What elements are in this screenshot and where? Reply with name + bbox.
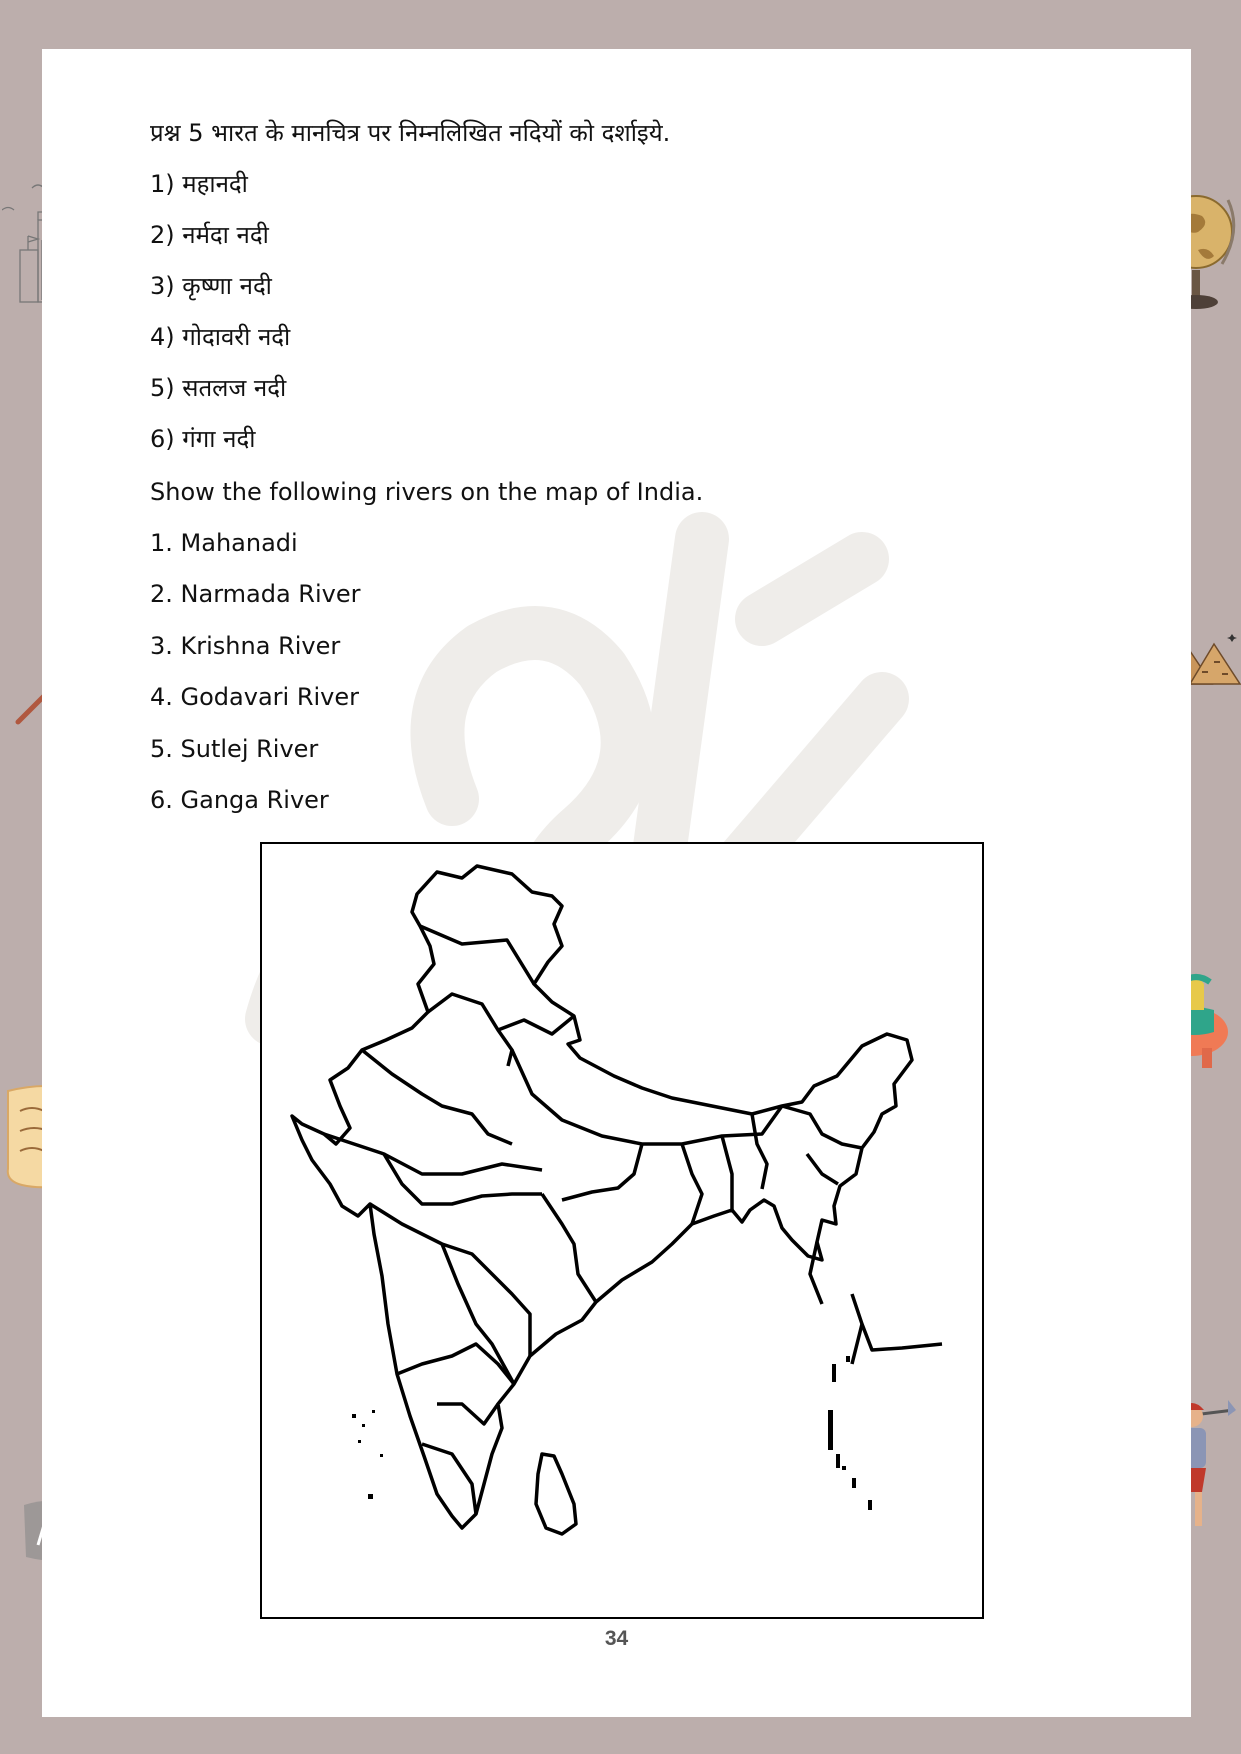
page-number: 34 <box>604 1627 629 1650</box>
river-hi-4: 4) गोदावरी नदी <box>150 323 291 351</box>
question-english: Show the following rivers on the map of India. <box>150 478 704 506</box>
river-hi-5: 5) सतलज नदी <box>150 374 287 402</box>
question-hindi: प्रश्न 5 भारत के मानचित्र पर निम्नलिखित नदियों को दर्शाइये. <box>150 119 671 147</box>
river-hi-1: 1) महानदी <box>150 170 248 198</box>
river-hi-2: 2) नर्मदा नदी <box>150 221 269 249</box>
india-map-drawing <box>262 844 982 1617</box>
river-en-6: 6. Ganga River <box>150 786 329 814</box>
river-en-1: 1. Mahanadi <box>150 529 298 557</box>
river-en-5: 5. Sutlej River <box>150 735 319 763</box>
india-outline-map <box>260 842 984 1619</box>
river-en-3: 3. Krishna River <box>150 632 341 660</box>
river-en-2: 2. Narmada River <box>150 580 361 608</box>
worksheet-page <box>42 49 1191 1717</box>
river-en-4: 4. Godavari River <box>150 683 360 711</box>
river-hi-3: 3) कृष्णा नदी <box>150 272 272 300</box>
river-hi-6: 6) गंगा नदी <box>150 425 256 453</box>
